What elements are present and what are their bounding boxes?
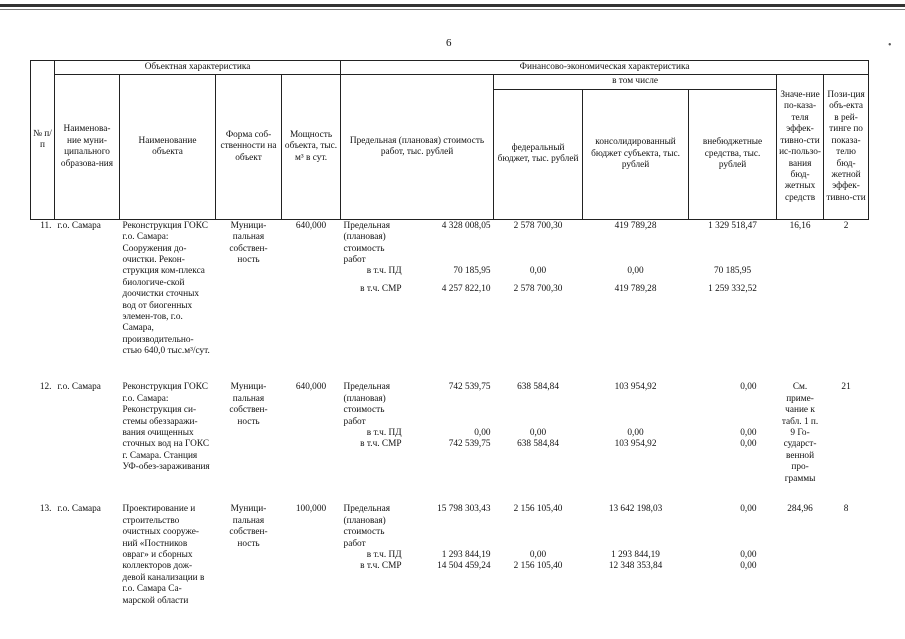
col-consolidated: консолидированный бюджет субъекта, тыс. рублей bbox=[583, 89, 689, 219]
row-consolidated bbox=[583, 503, 689, 613]
row-ownership: Муници-пальная собствен-ность bbox=[229, 382, 268, 427]
row-consolidated bbox=[583, 219, 689, 381]
group-including: в том числе bbox=[494, 75, 777, 89]
row-municipality: г.о. Самара bbox=[57, 504, 101, 515]
cell-value: 0,00 bbox=[627, 266, 644, 277]
row-capacity: 640,000 bbox=[295, 220, 327, 231]
row-efficiency: 284,96 bbox=[787, 504, 813, 515]
page-number: 6 bbox=[446, 37, 452, 49]
cell-value: 0,00 bbox=[740, 382, 757, 393]
line-label: в т.ч. СМР bbox=[360, 439, 402, 450]
cell-value: 70 185,95 bbox=[713, 266, 752, 277]
cell-value: 0,00 bbox=[627, 427, 644, 438]
row-municipality: г.о. Самара bbox=[57, 382, 101, 393]
cell-value: 638 584,84 bbox=[517, 439, 559, 450]
row-ownership: Муници-пальная собствен-ность bbox=[229, 220, 268, 266]
row-federal bbox=[494, 219, 583, 381]
row-municipality: г.о. Самара bbox=[57, 220, 101, 231]
line-label: в т.ч. ПД bbox=[366, 427, 402, 438]
cell-value: 12 348 353,84 bbox=[608, 561, 663, 572]
cell-value: 0,00 bbox=[529, 549, 547, 560]
line-label: Предельная (плановая) стоимость работ bbox=[343, 382, 391, 427]
table-row bbox=[31, 381, 869, 503]
investment-table bbox=[30, 60, 869, 613]
row-num: 13. bbox=[39, 504, 52, 515]
group-object: Объектная характеристика bbox=[55, 61, 341, 75]
row-federal bbox=[494, 381, 583, 503]
col-num: № п/п bbox=[31, 61, 55, 220]
row-capacity: 640,000 bbox=[295, 382, 327, 393]
cell-value: 2 578 700,30 bbox=[513, 283, 563, 294]
row-object-name: Проектирование и строительство очистных сооруже-ний «Постников овраг» и сборных коллекторов дож-девой канализации в г.о. Самара Са-марской области bbox=[122, 504, 205, 606]
scan-speck: • bbox=[888, 40, 892, 51]
cell-value: 0,00 bbox=[740, 504, 757, 515]
line-label: в т.ч. СМР bbox=[360, 283, 402, 294]
row-consolidated bbox=[583, 381, 689, 503]
row-rating: 2 bbox=[843, 220, 849, 231]
col-efficiency: Значе-ние по-каза-теля эффек-тивно-сти ис-пользо-вания бюд-жетных средств bbox=[777, 75, 824, 219]
cell-value: 2 156 105,40 bbox=[513, 504, 563, 515]
row-rating: 21 bbox=[841, 382, 851, 393]
cell-value: 1 329 518,47 bbox=[708, 220, 757, 231]
col-object-name: Наименование объекта bbox=[120, 75, 216, 219]
row-efficiency: См. приме-чание к табл. 1 п. 9 Го-сударст-венной про-граммы bbox=[781, 382, 819, 484]
cell-value: 419 789,28 bbox=[614, 283, 657, 294]
line-total: 4 328 008,05 bbox=[441, 220, 491, 231]
row-num: 11. bbox=[40, 220, 52, 231]
top-rule-thin bbox=[0, 9, 905, 10]
row-capacity: 100,000 bbox=[295, 504, 327, 515]
cell-value: 0,00 bbox=[529, 427, 547, 438]
row-ownership: Муници-пальная собствен-ность bbox=[229, 504, 268, 549]
row-federal bbox=[494, 503, 583, 613]
col-ownership: Форма соб-ственности на объект bbox=[216, 75, 282, 219]
row-object-name: Реконструкция ГОКС г.о. Самара: Реконструкция си-стемы обеззаражи-вания очищенных сточных вод на ГОКС г. Самара. Станция УФ-обез-зараживания bbox=[122, 382, 210, 473]
line-label: в т.ч. ПД bbox=[366, 549, 402, 560]
cell-value: 638 584,84 bbox=[517, 382, 559, 393]
cell-value: 0,00 bbox=[740, 561, 757, 572]
line-total: 742 539,75 bbox=[448, 382, 491, 393]
line-total: 15 798 303,43 bbox=[437, 504, 491, 515]
line-label: Предельная (плановая) стоимость работ bbox=[343, 504, 391, 549]
line-total: 1 293 844,19 bbox=[441, 549, 491, 560]
cell-value: 0,00 bbox=[529, 266, 547, 277]
line-label: в т.ч. СМР bbox=[360, 561, 402, 572]
line-total: 70 185,95 bbox=[453, 266, 491, 277]
cell-value: 1 259 332,52 bbox=[708, 283, 757, 294]
line-total: 4 257 822,10 bbox=[441, 283, 491, 294]
row-extrabudget bbox=[689, 503, 777, 613]
row-cost-block bbox=[341, 219, 494, 381]
cell-value: 103 954,92 bbox=[614, 382, 657, 393]
cell-value: 1 293 844,19 bbox=[611, 549, 660, 560]
group-financial: Финансово-экономическая характеристика bbox=[341, 61, 869, 75]
cell-value: 0,00 bbox=[740, 549, 757, 560]
cell-value: 13 642 198,03 bbox=[608, 504, 663, 515]
row-extrabudget bbox=[689, 381, 777, 503]
table-row bbox=[31, 503, 869, 613]
cell-value: 2 578 700,30 bbox=[513, 220, 563, 231]
line-label: в т.ч. ПД bbox=[366, 266, 402, 277]
cell-value: 419 789,28 bbox=[614, 220, 657, 231]
table-row bbox=[31, 219, 869, 381]
col-extrabudget: внебюджетные средства, тыс. рублей bbox=[689, 89, 777, 219]
line-total: 14 504 459,24 bbox=[437, 561, 491, 572]
row-object-name: Реконструкция ГОКС г.о. Самара: Сооружения до-очистки. Рекон-струкция ком-плекса биологиче-ской доочистки сточных вод от биогенных элемен-тов, г.о. Самара, производительно-стью 640,0 тыс.м³/сут. bbox=[122, 220, 210, 357]
col-capacity: Мощность объекта, тыс. м³ в сут. bbox=[282, 75, 341, 219]
row-rating: 8 bbox=[843, 504, 849, 515]
top-rule bbox=[0, 4, 905, 7]
row-extrabudget bbox=[689, 219, 777, 381]
line-total: 742 539,75 bbox=[448, 439, 491, 450]
row-cost-block bbox=[341, 381, 494, 503]
cell-value: 2 156 105,40 bbox=[513, 561, 563, 572]
col-municipality: Наименова-ние муни-ципального образова-ния bbox=[55, 75, 120, 219]
col-rating: Пози-ция объ-екта в рей-тинге по показа-телю бюд-жетной эффек-тивно-сти bbox=[824, 75, 869, 219]
cell-value: 103 954,92 bbox=[614, 439, 657, 450]
cell-value: 0,00 bbox=[740, 439, 757, 450]
col-federal: федеральный бюджет, тыс. рублей bbox=[494, 89, 583, 219]
col-limit-cost: Предельная (плановая) стоимость работ, тыс. рублей bbox=[341, 75, 494, 219]
line-total: 0,00 bbox=[474, 427, 491, 438]
line-label: Предельная (плановая) стоимость работ bbox=[343, 220, 391, 266]
row-efficiency: 16,16 bbox=[789, 220, 811, 231]
row-cost-block bbox=[341, 503, 494, 613]
cell-value: 0,00 bbox=[740, 427, 757, 438]
row-num: 12. bbox=[39, 382, 52, 393]
